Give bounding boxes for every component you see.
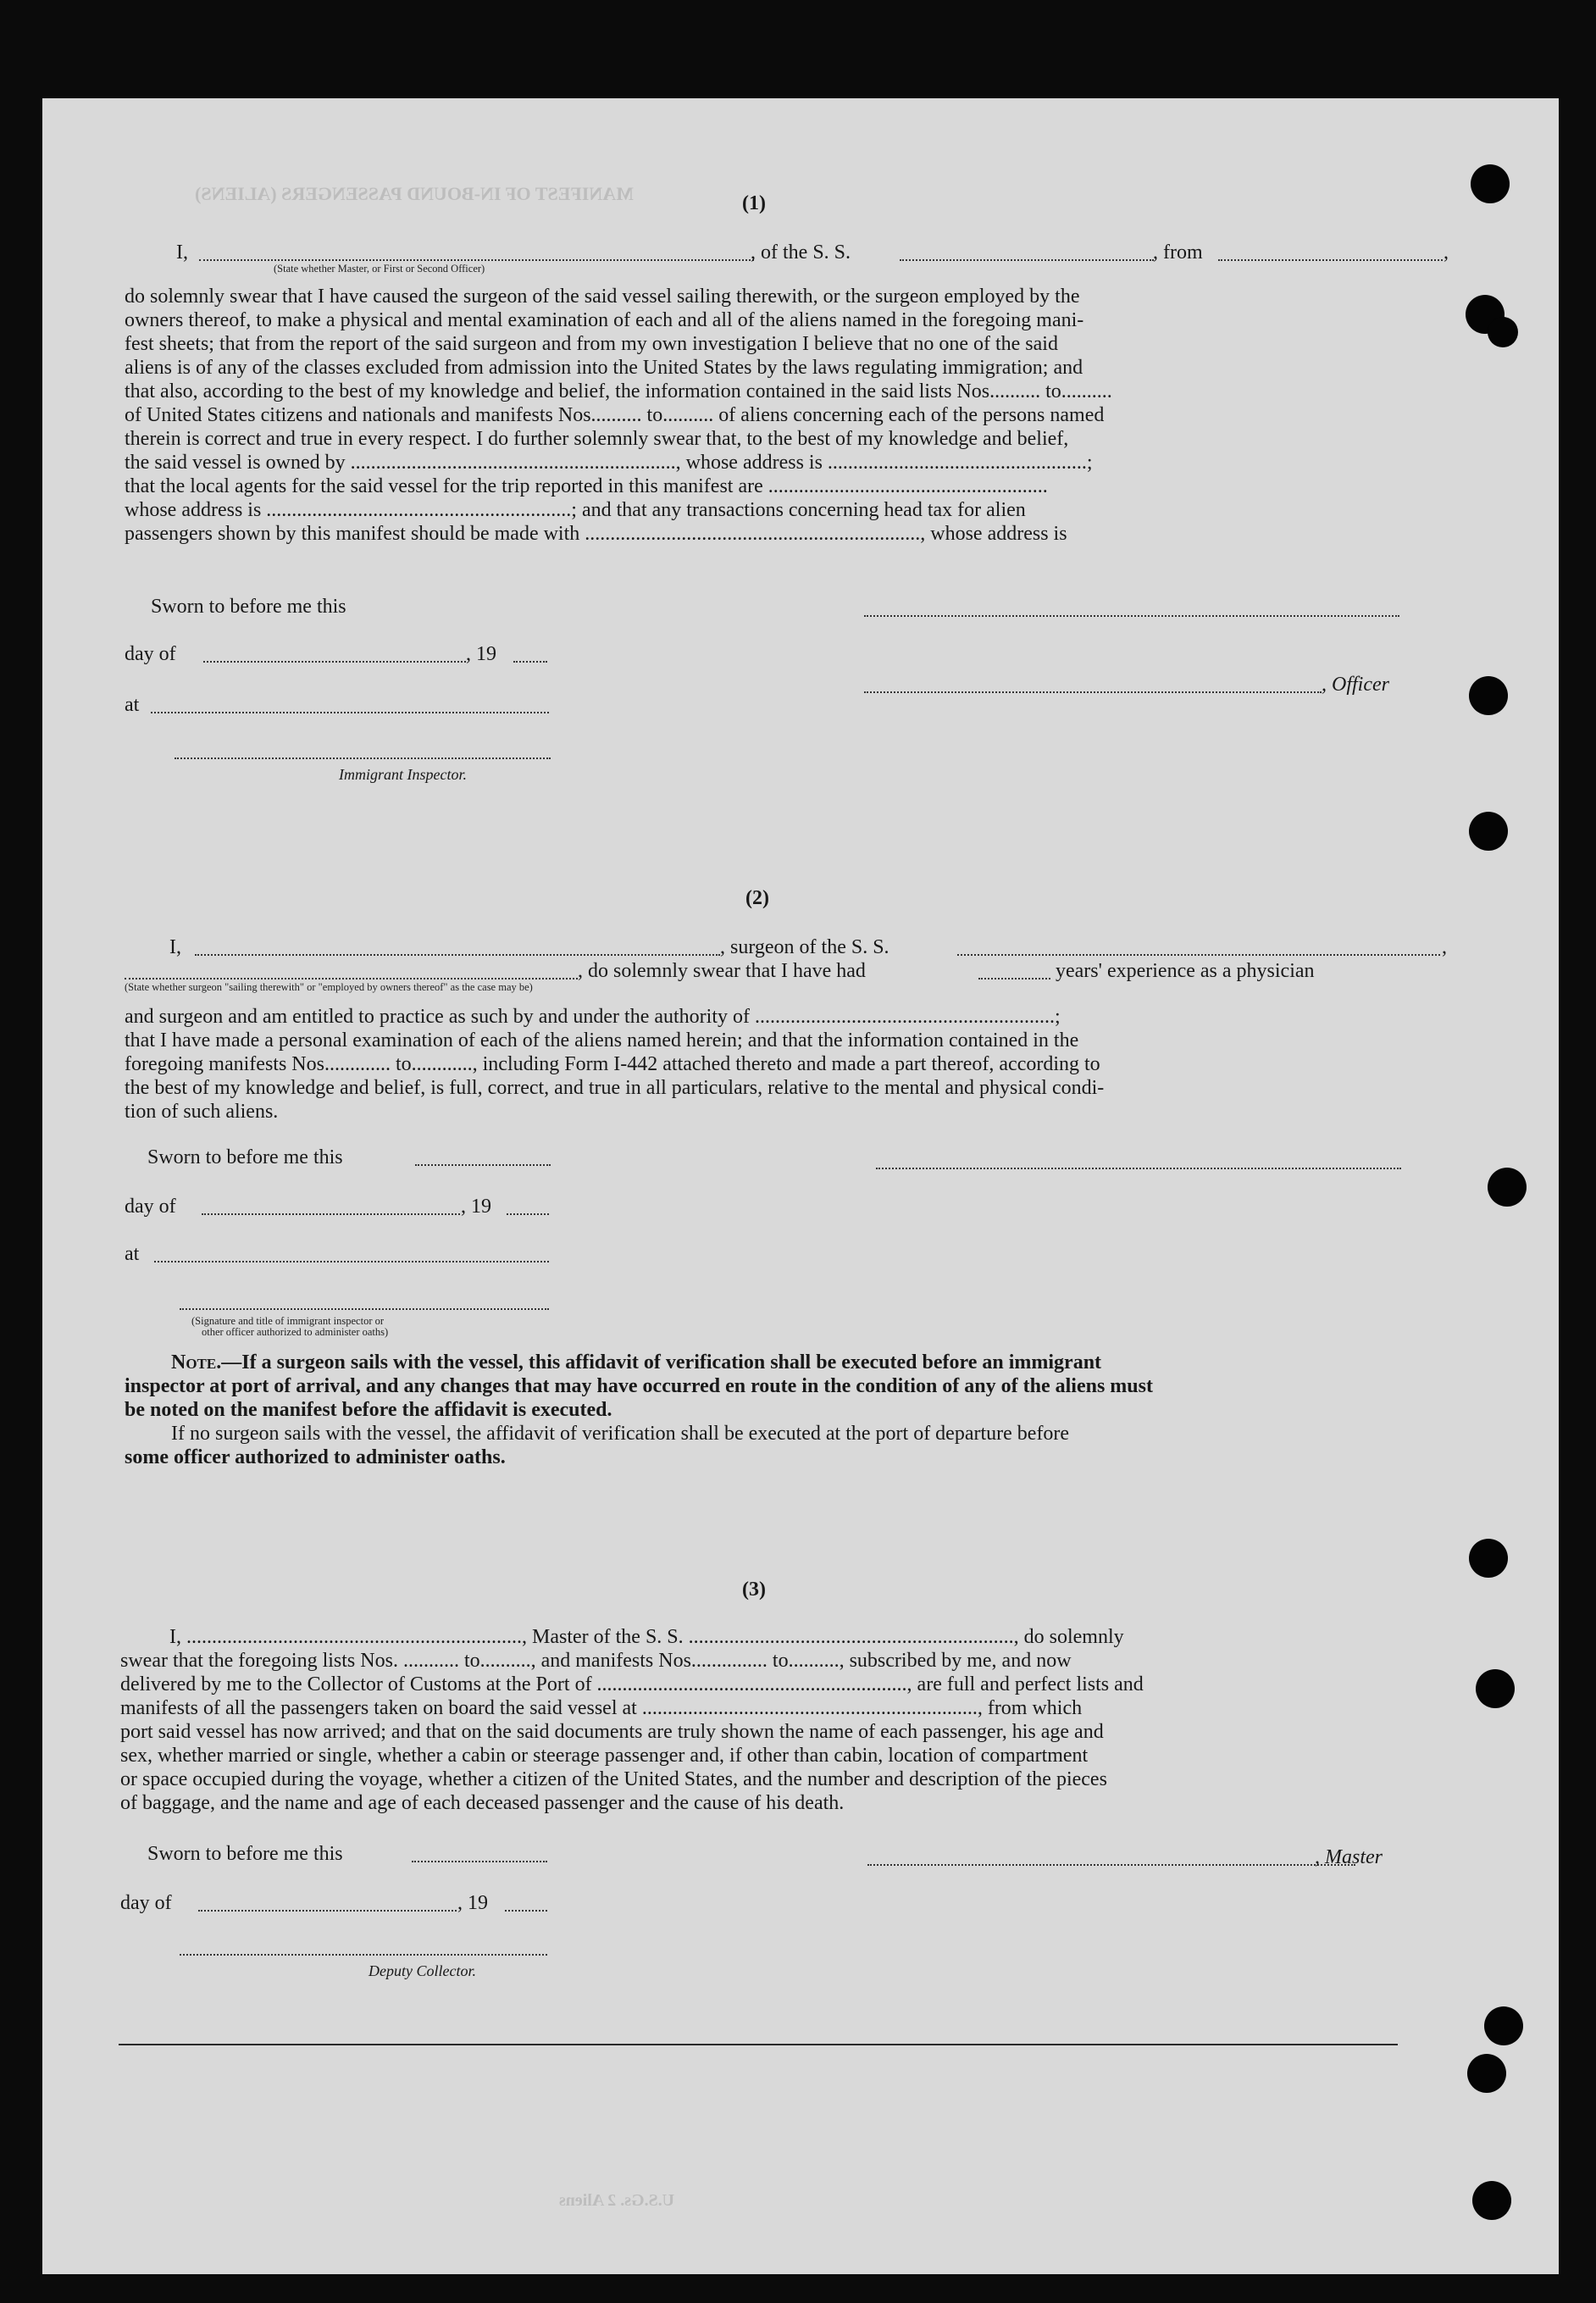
sec1-paragraph-line-10: whose address is ............................................................; and that any transactions concerning head tax for alien <box>125 499 1026 521</box>
sec1-year-blank[interactable] <box>513 661 547 663</box>
sec1-paragraph-line-3: fest sheets; that from the report of the said surgeon and from my own investigation I believe that no one of the said <box>125 333 1058 355</box>
sec3-paragraph-line-4: manifests of all the passengers taken on board the said vessel at .................................................................., from which <box>120 1697 1083 1719</box>
inspector-signature-blank[interactable] <box>175 757 551 759</box>
sec2-day-blank[interactable] <box>202 1213 460 1215</box>
sec3-paragraph-line-1: I, .................................................................., Master of the S. S. ................................................................, do solemnly <box>169 1626 1124 1648</box>
deputy-signature-blank[interactable] <box>180 1954 547 1956</box>
note-text-1: —If a surgeon sails with the vessel, this affidavit of verification shall be executed before an immigrant <box>221 1351 1102 1373</box>
sec1-paragraph-line-5: that also, according to the best of my knowledge and belief, the information contained in the said lists Nos.......... to.......... <box>125 380 1112 402</box>
sec3-sworn-label: Sworn to before me this <box>147 1843 343 1865</box>
sec2-at-label: at <box>125 1243 140 1265</box>
punch-hole <box>1469 812 1508 851</box>
sec2-i-label: I, <box>169 936 181 958</box>
sec1-year-label: , 19 <box>466 643 496 665</box>
sec2-sworn-blank[interactable] <box>415 1164 551 1166</box>
section-2-number: (2) <box>745 887 769 909</box>
sec2-years-text: years' experience as a physician <box>1056 960 1315 982</box>
inspector-label: Immigrant Inspector. <box>339 766 467 783</box>
sec3-paragraph-line-3: delivered by me to the Collector of Customs at the Port of ............................................................., are full and perfect lists and <box>120 1673 1144 1695</box>
ship-name-blank[interactable] <box>900 259 1154 261</box>
sec3-paragraph-line-8: of baggage, and the name and age of each deceased passenger and the cause of his death. <box>120 1792 845 1814</box>
sec3-day-of-label: day of <box>120 1892 172 1914</box>
master-label: , Master <box>1315 1846 1383 1868</box>
sec2-ship-blank[interactable] <box>957 954 1440 956</box>
years-experience-blank[interactable] <box>978 978 1050 979</box>
sec2-at-blank[interactable] <box>154 1261 549 1262</box>
section-1-number: (1) <box>742 192 766 214</box>
punch-hole <box>1476 1669 1515 1708</box>
sec3-year-blank[interactable] <box>505 1910 547 1912</box>
sec2-note-line-3: be noted on the manifest before the affidavit is executed. <box>125 1399 612 1421</box>
surgeon-name-blank[interactable] <box>195 954 720 956</box>
note-label: Note. <box>171 1351 222 1373</box>
sec1-paragraph-line-6: of United States citizens and nationals and manifests Nos.......... to.......... of aliens concerning each of the persons named <box>125 404 1105 426</box>
punch-hole <box>1469 676 1508 715</box>
sec1-at-label: at <box>125 694 140 716</box>
punch-hole <box>1488 1168 1527 1207</box>
sec3-sworn-blank[interactable] <box>412 1861 547 1862</box>
sec1-paragraph-line-2: owners thereof, to make a physical and mental examination of each and all of the aliens named in the foregoing mani- <box>125 309 1084 331</box>
sec1-of-the-ss: , of the S. S. <box>751 241 851 264</box>
sec3-paragraph-line-5: port said vessel has now arrived; and that on the said documents are truly shown the name of each passenger, his age and <box>120 1721 1104 1743</box>
sec2-surgeon-of-ss: , surgeon of the S. S. <box>720 936 889 958</box>
section-3-number: (3) <box>742 1579 766 1601</box>
sec1-from: , from <box>1153 241 1203 264</box>
sig-note-line-1: (Signature and title of immigrant inspector or <box>191 1315 385 1327</box>
sec1-paragraph-line-11: passengers shown by this manifest should be made with .................................................................., whose address is <box>125 523 1067 545</box>
punch-hole <box>1488 317 1518 347</box>
sec2-note-line-1 <box>171 1351 1101 1374</box>
deputy-collector-label: Deputy Collector. <box>369 1962 476 1979</box>
sec2-paragraph-line-1: and surgeon and am entitled to practice as such by and under the authority of ...........................................................; <box>125 1006 1061 1028</box>
master-signature-blank[interactable] <box>867 1864 1355 1866</box>
punch-hole <box>1467 2054 1506 2093</box>
sec1-sworn-label: Sworn to before me this <box>151 596 346 618</box>
sailing-status-blank[interactable] <box>125 978 578 979</box>
sec1-at-blank[interactable] <box>151 712 549 713</box>
sec1-i-label: I, <box>176 241 188 264</box>
sec1-paragraph-line-1: do solemnly swear that I have caused the surgeon of the said vessel sailing therewith, or the surgeon employed by the <box>125 286 1080 308</box>
sec1-signature-blank[interactable] <box>864 615 1399 617</box>
sec3-paragraph-line-6: sex, whether married or single, whether a cabin or steerage passenger and, if other than cabin, location of compartment <box>120 1745 1089 1767</box>
punch-hole <box>1471 164 1510 203</box>
sec2-paragraph-line-5: tion of such aliens. <box>125 1101 279 1123</box>
bottom-rule <box>119 2044 1398 2045</box>
sec1-day-blank[interactable] <box>203 661 466 663</box>
sec2-paragraph-line-3: foregoing manifests Nos............. to............, including Form I-442 attached thereto and made a part thereof, according to <box>125 1053 1100 1075</box>
sec3-year-label: , 19 <box>457 1892 488 1914</box>
sec1-paragraph-line-4: aliens is of any of the classes excluded from admission into the United States by the laws regulating immigration; and <box>125 357 1083 379</box>
sec2-year-blank[interactable] <box>507 1213 549 1215</box>
bleed-through-footer: U.S.Gs. 2 Aliens <box>559 2191 675 2210</box>
sec2-note-line-4: If no surgeon sails with the vessel, the affidavit of verification shall be executed at the port of departure before <box>171 1423 1070 1445</box>
bleed-through-text: MANIFEST OF IN-BOUND PASSENGERS (ALIENS) <box>195 183 634 204</box>
sig-note-line-2: other officer authorized to administer oaths) <box>202 1326 389 1338</box>
sec2-paragraph-line-4: the best of my knowledge and belief, is full, correct, and true in all particulars, relative to the mental and physical condi- <box>125 1077 1105 1099</box>
comma: , <box>1444 241 1449 264</box>
officer-name-blank[interactable] <box>199 259 754 261</box>
sec1-paragraph-line-7: therein is correct and true in every respect. I do further solemnly swear that, to the best of my knowledge and belief, <box>125 428 1069 450</box>
sec2-note-line-5: some officer authorized to administer oaths. <box>125 1446 506 1468</box>
sec2-officer-signature-blank[interactable] <box>180 1308 549 1310</box>
punch-hole <box>1484 2006 1523 2045</box>
officer-signature-blank[interactable] <box>864 691 1322 693</box>
manifest-form-sheet <box>42 98 1559 2274</box>
sec1-paragraph-line-9: that the local agents for the said vessel for the trip reported in this manifest are ....................................................... <box>125 475 1048 497</box>
sec2-year-label: , 19 <box>461 1196 491 1218</box>
sailing-status-note: (State whether surgeon "sailing therewith" or "employed by owners thereof" as the case may be) <box>125 981 533 993</box>
from-port-blank[interactable] <box>1218 259 1443 261</box>
surgeon-signature-blank[interactable] <box>876 1168 1401 1169</box>
punch-hole <box>1472 2181 1511 2220</box>
punch-hole <box>1469 1539 1508 1578</box>
officer-label: , Officer <box>1322 674 1389 696</box>
sec1-day-of-label: day of <box>125 643 176 665</box>
officer-type-note: (State whether Master, or First or Second Officer) <box>274 263 485 275</box>
sec3-paragraph-line-7: or space occupied during the voyage, whether a citizen of the United States, and the number and description of the pieces <box>120 1768 1107 1790</box>
sec2-paragraph-line-2: that I have made a personal examination of each of the aliens named herein; and that the information contained in the <box>125 1029 1079 1052</box>
sec3-paragraph-line-2: swear that the foregoing lists Nos. ........... to.........., and manifests Nos............... to.........., subscribed by me, and now <box>120 1650 1072 1672</box>
sec2-sworn-label: Sworn to before me this <box>147 1146 343 1168</box>
sec2-day-of-label: day of <box>125 1196 176 1218</box>
comma: , <box>1442 936 1447 958</box>
sec1-paragraph-line-8: the said vessel is owned by ................................................................, whose address is ...................................................; <box>125 452 1093 474</box>
sec3-day-blank[interactable] <box>198 1910 457 1912</box>
sec2-note-line-2: inspector at port of arrival, and any changes that may have occurred en route in the condition of any of the aliens must <box>125 1375 1153 1397</box>
sec2-swear-text: , do solemnly swear that I have had <box>578 960 866 982</box>
